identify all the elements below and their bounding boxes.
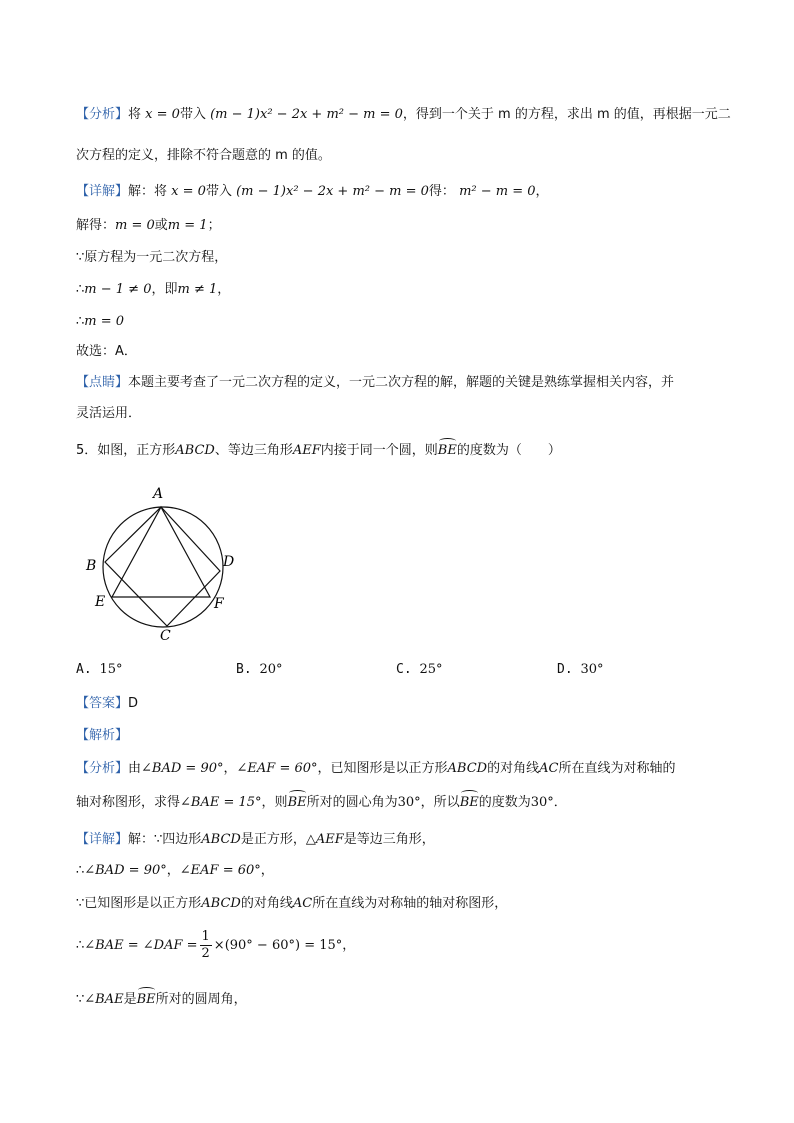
label-d: D [223, 554, 235, 570]
option-d: D. 30° [557, 662, 604, 677]
analysis-tag: 【分析】 [76, 107, 129, 122]
answer-tag: 【答案】 [76, 696, 129, 711]
q5-detail-line-2: ∴∠BAD = 90°，∠EAF = 60°， [76, 863, 274, 878]
square-abcd [105, 507, 220, 626]
analysis-line-2: 次方程的定义，排除不符合题意的 m 的值。 [76, 148, 331, 163]
q5-detail-line-3: ∵已知图形是以正方形ABCD的对角线AC所在直线为对称轴的轴对称图形， [76, 896, 508, 911]
fraction-half: $\frac{1}{2}$ [201, 929, 210, 961]
circumcircle [103, 507, 223, 627]
answer-value: D [128, 696, 139, 711]
label-b: B [86, 558, 97, 574]
q5-detail-line-4: ∴∠BAE = ∠DAF = $\frac{1}{2}$ ×(90° − 60°) = 15°， [76, 929, 356, 961]
therefore-line: ∴m − 1 ≠ 0，即m ≠ 1， [76, 282, 231, 297]
conclusion-line: ∴m = 0 [76, 314, 125, 329]
comment-line-1: 【点睛】本题主要考查了一元二次方程的定义，一元二次方程的解，解题的关键是熟练掌握相关内容，并 [76, 375, 675, 390]
detail-line-1: 【详解】解：将 x = 0带入 (m − 1)x² − 2x + m² − m = 0得： m² − m = 0， [76, 184, 549, 199]
triangle-aef [112, 507, 210, 597]
label-e: E [95, 594, 106, 610]
comment-tag: 【点睛】 [76, 375, 129, 390]
label-a: A [153, 486, 164, 502]
because-line: ∵原方程为一元二次方程， [76, 250, 228, 265]
label-f: F [214, 596, 224, 612]
option-a: A. 15° [76, 662, 123, 677]
q5-detail-line-1: 【详解】解：∵四边形ABCD是正方形，△AEF是等边三角形， [76, 832, 435, 847]
q5-detail-line-5: ∵∠BAE是BE所对的圆周角， [76, 990, 247, 1010]
explain-tag: 【解析】 [76, 728, 129, 743]
solve-line: 解得：m = 0或m = 1； [76, 218, 221, 233]
comment-line-2: 灵活运用． [76, 406, 142, 421]
option-c: C. 25° [396, 662, 443, 677]
equation: (m − 1)x² − 2x + m² − m = 0 [210, 107, 403, 122]
detail-tag: 【详解】 [76, 184, 129, 199]
arc-be: BE [438, 441, 457, 461]
q5-analysis-line-1: 【分析】由∠BAD = 90°，∠EAF = 60°，已知图形是以正方形ABCD的对角线AC所在直线为对称轴的 [76, 761, 676, 776]
choice-line: 故选：A． [76, 344, 137, 359]
question-5-stem: 5．如图，正方形ABCD、等边三角形AEF内接于同一个圆，则BE的度数为（ ） [76, 441, 561, 461]
label-c: C [160, 628, 171, 644]
answer-line [76, 694, 138, 714]
q5-analysis-line-2: 轴对称图形，求得∠BAE = 15°，则BE所对的圆心角为30°，所以BE的度数为30°． [76, 793, 567, 813]
analysis-line-1: 【分析】将 x = 0带入 (m − 1)x² − 2x + m² − m = 0，得到一个关于 m 的方程，求出 m 的值，再根据一元二 [76, 107, 731, 122]
option-b: B. 20° [236, 662, 283, 677]
